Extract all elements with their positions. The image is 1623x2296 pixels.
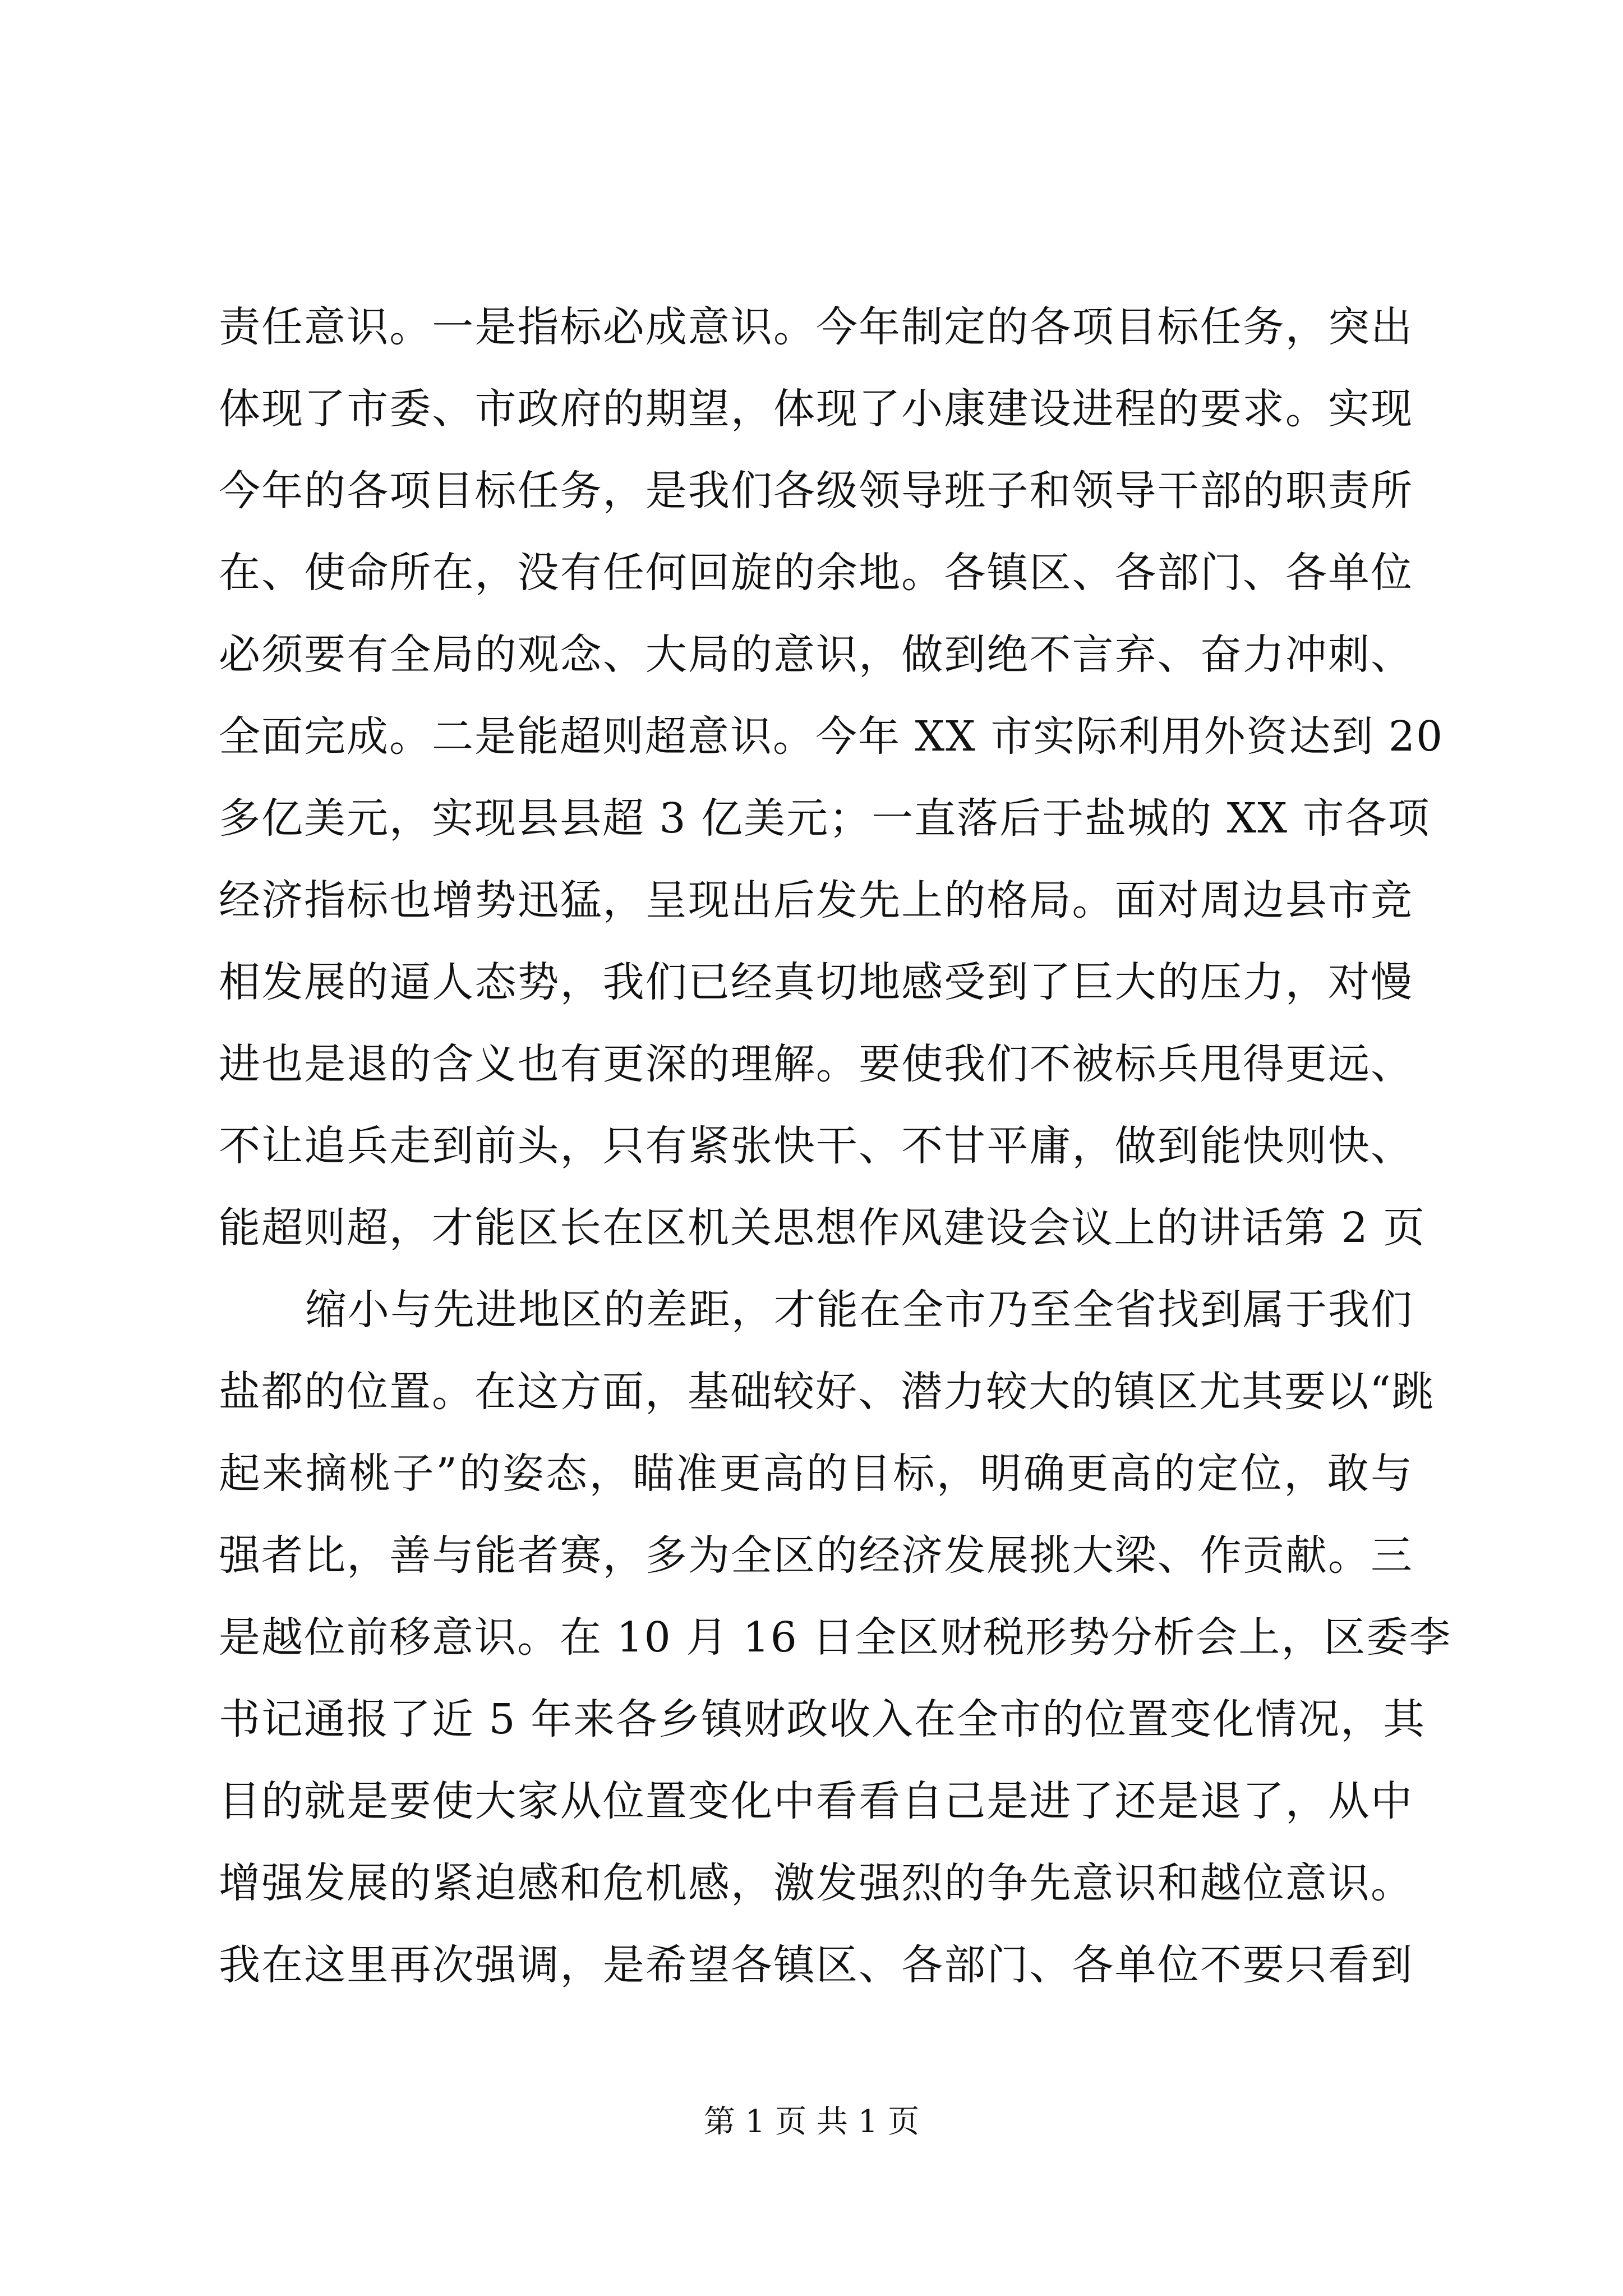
text-line: 是越位前移意识。在 10 月 16 日全区财税形势分析会上，区委李 — [219, 1613, 1452, 1662]
text-line: 责任意识。一是指标必成意识。今年制定的各项目标任务，突出 — [219, 303, 1413, 351]
text-line: 我在这里再次强调，是希望各镇区、各部门、各单位不要只看到 — [219, 1941, 1413, 1989]
text-line: 能超则超，才能区长在区机关思想作风建设会议上的讲话第 2 页 — [219, 1204, 1426, 1252]
text-line: 起来摘桃子”的姿态，瞄准更高的目标，明确更高的定位，敢与 — [219, 1450, 1413, 1498]
text-line: 盐都的位置。在这方面，基础较好、潜力较大的镇区尤其要以“跳 — [219, 1368, 1435, 1416]
text-line: 全面完成。二是能超则超意识。今年 XX 市实际利用外资达到 20 — [219, 712, 1444, 761]
text-line: 不让追兵走到前头，只有紧张快干、不甘平庸，做到能快则快、 — [219, 1122, 1413, 1170]
text-line: 必须要有全局的观念、大局的意识，做到绝不言弃、奋力冲刺、 — [219, 631, 1413, 679]
text-line: 强者比，善与能者赛，多为全区的经济发展挑大梁、作贡献。三 — [219, 1531, 1413, 1580]
text-line: 增强发展的紧迫感和危机感，激发强烈的争先意识和越位意识。 — [219, 1859, 1413, 1907]
text-line: 进也是退的含义也有更深的理解。要使我们不被标兵甩得更远、 — [219, 1040, 1413, 1088]
text-line: 今年的各项目标任务，是我们各级领导班子和领导干部的职责所 — [219, 467, 1413, 515]
text-line: 多亿美元，实现县县超 3 亿美元；一直落后于盐城的 XX 市各项 — [219, 794, 1431, 843]
page-number-footer: 第 1 页 共 1 页 — [703, 2104, 920, 2140]
text-line: 缩小与先进地区的差距，才能在全市乃至全省找到属于我们 — [305, 1286, 1413, 1334]
text-line: 相发展的逼人态势，我们已经真切地感受到了巨大的压力，对慢 — [219, 958, 1413, 1006]
text-line: 经济指标也增势迅猛，呈现出后发先上的格局。面对周边县市竞 — [219, 876, 1413, 924]
text-line: 目的就是要使大家从位置变化中看看自己是进了还是退了，从中 — [219, 1777, 1413, 1825]
text-line: 体现了市委、市政府的期望，体现了小康建设进程的要求。实现 — [219, 385, 1413, 433]
document-body — [219, 286, 1452, 2006]
text-line: 书记通报了近 5 年来各乡镇财政收入在全市的位置变化情况，其 — [219, 1695, 1426, 1743]
text-line: 在、使命所在，没有任何回旋的余地。各镇区、各部门、各单位 — [219, 549, 1413, 597]
